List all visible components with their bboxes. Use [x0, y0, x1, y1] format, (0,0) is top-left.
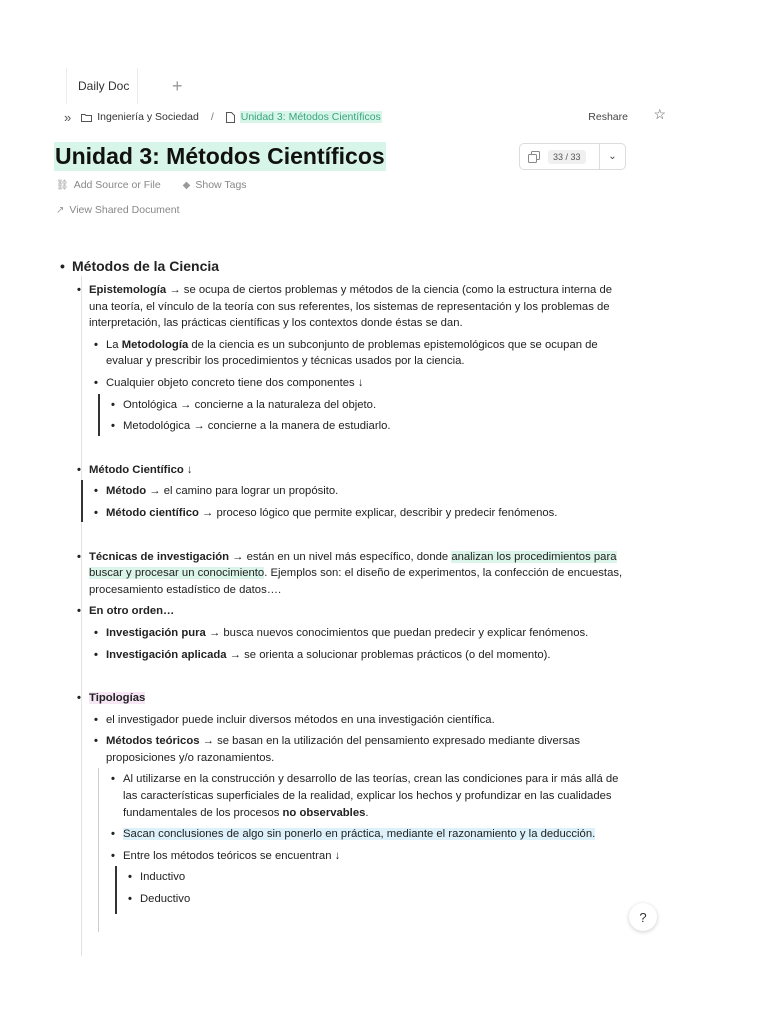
text: Ontológica → concierne a la naturaleza del objeto.	[123, 398, 377, 411]
text: ↓	[183, 463, 193, 476]
list-item	[128, 891, 630, 908]
chevron-down-icon[interactable]: ⌄	[608, 151, 617, 162]
text: Inductivo	[140, 871, 186, 884]
definition: → se basan en la utilización del pensamiento expresado mediante diversas proposiciones y/o razonamientos.	[106, 735, 581, 764]
definition: → se ocupa de ciertos problemas y métodos de la ciencia (como la estructura interna de una teoría, el vínculo de la teoría con sus referentes, los sistemas de representación y los problemas de interpretación, las prácticas científicas y los contextos donde éstas se dan.	[89, 284, 613, 330]
list-item	[111, 397, 630, 414]
breadcrumb-separator: /	[210, 111, 214, 123]
list-item	[77, 549, 630, 599]
add-source-button[interactable]	[56, 179, 161, 191]
add-source-label: Add Source or File	[73, 179, 161, 191]
list-item	[94, 712, 630, 729]
list-item	[94, 337, 630, 370]
list-item	[111, 771, 630, 821]
text: .	[365, 806, 369, 819]
view-shared-button[interactable]	[56, 204, 180, 216]
list-item	[77, 282, 630, 332]
term: Epistemología	[89, 284, 167, 296]
list-item	[77, 690, 630, 707]
star-icon[interactable]: ☆	[653, 106, 666, 122]
add-tab-button[interactable]: +	[172, 76, 183, 96]
tab-bar	[66, 68, 183, 104]
external-link-icon: ↗	[56, 204, 65, 216]
term: Método	[106, 485, 147, 498]
counter-display[interactable]	[520, 144, 600, 169]
section-heading: Métodos de la Ciencia	[72, 258, 220, 274]
reshare-button[interactable]: Reshare	[588, 111, 628, 123]
show-tags-label: Show Tags	[195, 179, 247, 191]
link-icon: ⛓	[56, 179, 69, 191]
list-item	[111, 418, 630, 435]
text: Al utilizarse en la construcción y desarrollo de las teorías, crean las condiciones para ir más allá de las características superficiales de la realidad, explicar los hechos y profundizar en las cualidades fundamentales de los procesos	[123, 773, 619, 819]
help-button[interactable]: ?	[629, 903, 657, 931]
page-title: Unidad 3: Métodos Científicos	[55, 143, 385, 169]
list-item	[111, 848, 630, 865]
term: Métodos teóricos	[106, 735, 200, 748]
nested-group	[60, 771, 630, 907]
show-tags-button[interactable]	[183, 179, 247, 191]
nested-group	[60, 869, 630, 907]
nest-bar	[98, 768, 99, 932]
breadcrumb-folder[interactable]	[81, 111, 199, 123]
document-actions	[56, 179, 247, 191]
term: Investigación aplicada	[106, 648, 227, 661]
nest-bar	[115, 866, 117, 914]
document-body	[60, 256, 630, 913]
text: La	[106, 338, 122, 351]
text: → están en un nivel más específico, donde	[229, 550, 452, 563]
term: Investigación pura	[106, 626, 206, 639]
text: el investigador puede incluir diversos métodos en una investigación científica.	[106, 713, 495, 726]
nest-bar	[98, 394, 100, 436]
list-item	[94, 483, 630, 500]
folder-icon	[81, 113, 92, 122]
term: Metodología	[121, 338, 189, 351]
view-shared-label: View Shared Document	[69, 204, 180, 216]
term: Método científico	[106, 506, 199, 519]
text: Deductivo	[140, 893, 191, 906]
counter-value: 33 / 33	[548, 150, 586, 164]
breadcrumb-folder-label: Ingeniería y Sociedad	[97, 111, 199, 123]
list-item	[111, 826, 630, 843]
list-item	[60, 256, 630, 276]
term: Técnicas de investigación	[89, 550, 230, 563]
term: Método Científico	[89, 463, 184, 476]
term: Tipologías	[89, 692, 146, 705]
list-item	[94, 625, 630, 642]
text: Cualquier objeto concreto tiene dos componentes ↓	[106, 376, 364, 389]
highlighted-text: analizan los procedimientos para buscar y procesar un conocimiento	[89, 550, 617, 580]
list-item	[128, 869, 630, 886]
definition: de la ciencia es un subconjunto de problemas epistemológicos que se ocupan de evaluar y prescribir los procedimientos y técnicas usados por la ciencia.	[106, 338, 598, 368]
breadcrumb	[64, 108, 668, 126]
document-counter	[519, 143, 626, 170]
text: Metodológica → concierne a la manera de estudiarlo.	[123, 420, 391, 433]
nested-group	[60, 483, 630, 521]
definition: → proceso lógico que permite explicar, describir y predecir fenómenos.	[198, 506, 558, 519]
tab-label: Daily Doc	[78, 79, 130, 93]
term: En otro orden…	[89, 605, 175, 618]
copy-icon	[528, 151, 540, 163]
document-icon	[226, 112, 235, 123]
list-item	[94, 733, 630, 766]
tab-daily-doc[interactable]	[66, 68, 138, 104]
breadcrumb-current-label: Unidad 3: Métodos Científicos	[240, 111, 381, 123]
highlighted-text: Sacan conclusiones de algo sin ponerlo en práctica, mediante el razonamiento y la deducción.	[123, 828, 596, 841]
definition: → el camino para lograr un propósito.	[146, 485, 339, 498]
list-item	[94, 647, 630, 664]
text: Entre los métodos teóricos se encuentran ↓	[123, 849, 341, 862]
nest-bar	[81, 480, 83, 522]
definition: → se orienta a solucionar problemas prácticos (o del momento).	[226, 648, 551, 661]
expand-sidebar-icon[interactable]: »	[64, 109, 72, 125]
list-item	[77, 462, 630, 479]
text: . Ejemplos son: el diseño de experimentos, la confección de encuestas, procesamiento estadístico de datos….	[89, 567, 623, 596]
shared-actions	[56, 204, 180, 216]
breadcrumb-current[interactable]	[226, 111, 382, 123]
list-item	[94, 505, 630, 522]
list-item	[77, 603, 630, 620]
bold-text: no observables	[282, 806, 366, 819]
tag-icon: ◆	[182, 179, 191, 191]
nested-group	[60, 397, 630, 435]
list-item	[94, 375, 630, 392]
definition: → busca nuevos conocimientos que puedan predecir y explicar fenómenos.	[205, 626, 589, 639]
